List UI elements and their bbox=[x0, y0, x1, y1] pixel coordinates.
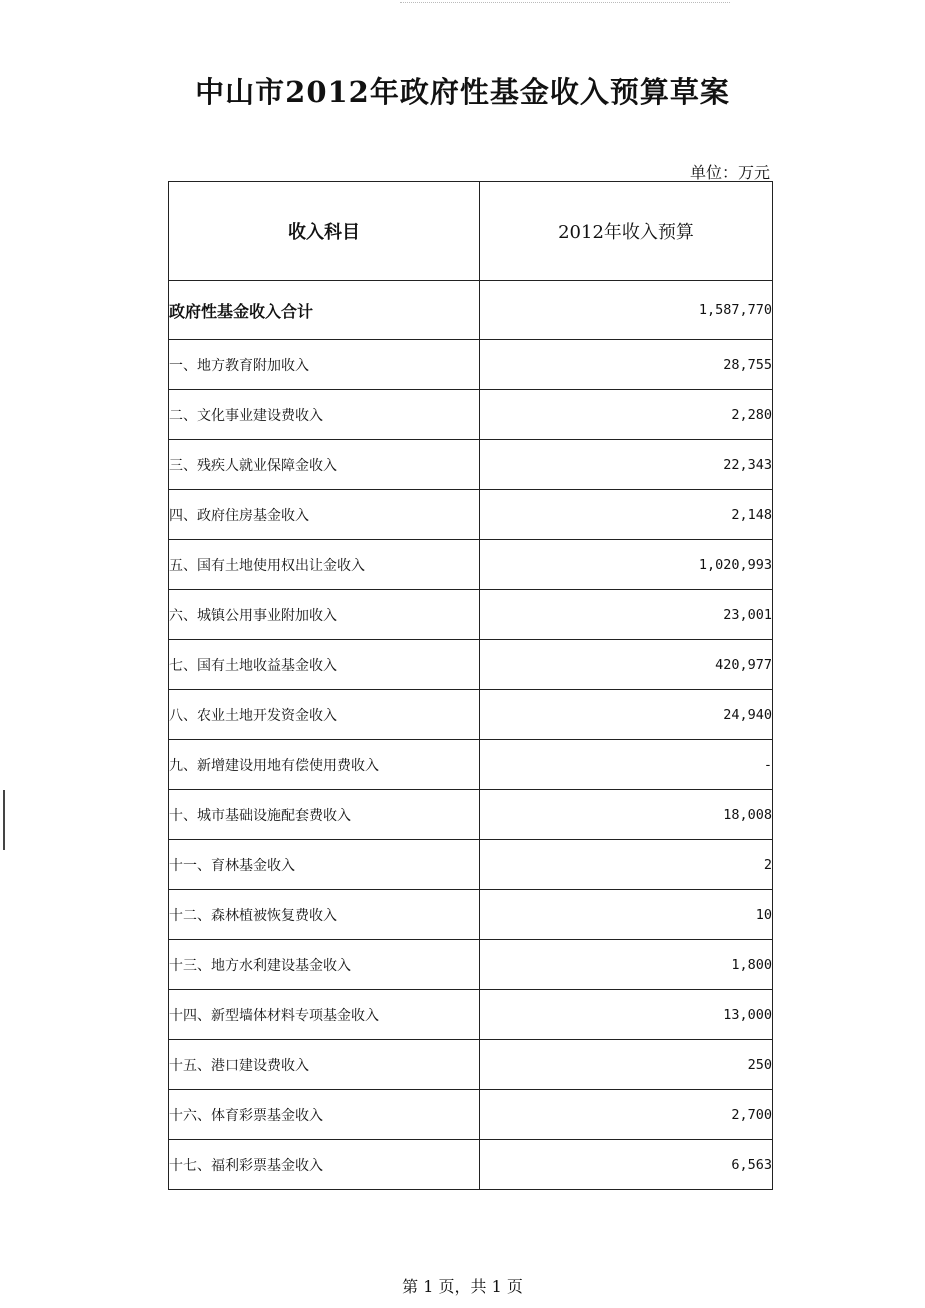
row-label: 十六、体育彩票基金收入 bbox=[169, 1090, 480, 1140]
page-title: 中山市2012年政府性基金收入预算草案 bbox=[195, 75, 730, 109]
row-label: 三、残疾人就业保障金收入 bbox=[169, 440, 480, 490]
budget-table bbox=[168, 181, 773, 1190]
row-label: 一、地方教育附加收入 bbox=[169, 340, 480, 390]
row-label: 十三、地方水利建设基金收入 bbox=[169, 940, 480, 990]
row-value: 24,940 bbox=[480, 690, 773, 740]
table-row bbox=[169, 990, 773, 1040]
table-row bbox=[169, 540, 773, 590]
row-label: 十一、育林基金收入 bbox=[169, 840, 480, 890]
table-row bbox=[169, 1040, 773, 1090]
row-value: 10 bbox=[480, 890, 773, 940]
table-row bbox=[169, 740, 773, 790]
row-value: 420,977 bbox=[480, 640, 773, 690]
row-value: 1,020,993 bbox=[480, 540, 773, 590]
table-row bbox=[169, 790, 773, 840]
header-subject: 收入科目 bbox=[169, 182, 480, 281]
row-label: 八、农业土地开发资金收入 bbox=[169, 690, 480, 740]
total-label: 政府性基金收入合计 bbox=[169, 281, 480, 340]
row-value: 13,000 bbox=[480, 990, 773, 1040]
header-budget: 2012年收入预算 bbox=[480, 182, 773, 281]
row-label: 十二、森林植被恢复费收入 bbox=[169, 890, 480, 940]
table-total-row bbox=[169, 281, 773, 340]
table-row bbox=[169, 440, 773, 490]
row-value: 2 bbox=[480, 840, 773, 890]
table-row bbox=[169, 340, 773, 390]
table-row bbox=[169, 890, 773, 940]
table-header-row bbox=[169, 182, 773, 281]
row-value: 250 bbox=[480, 1040, 773, 1090]
page-footer: 第 1 页，共 1 页 bbox=[402, 1277, 523, 1296]
table-row bbox=[169, 940, 773, 990]
row-label: 十五、港口建设费收入 bbox=[169, 1040, 480, 1090]
row-label: 二、文化事业建设费收入 bbox=[169, 390, 480, 440]
table-row bbox=[169, 390, 773, 440]
row-value: 2,148 bbox=[480, 490, 773, 540]
row-value: 2,700 bbox=[480, 1090, 773, 1140]
row-value: 18,008 bbox=[480, 790, 773, 840]
row-label: 十七、福利彩票基金收入 bbox=[169, 1140, 480, 1190]
row-value: 1,800 bbox=[480, 940, 773, 990]
row-label: 九、新增建设用地有偿使用费收入 bbox=[169, 740, 480, 790]
row-label: 十、城市基础设施配套费收入 bbox=[169, 790, 480, 840]
row-value: 6,563 bbox=[480, 1140, 773, 1190]
unit-label: 单位：万元 bbox=[689, 163, 770, 182]
row-value: 2,280 bbox=[480, 390, 773, 440]
scan-artifact-mark bbox=[3, 790, 5, 850]
row-label: 七、国有土地收益基金收入 bbox=[169, 640, 480, 690]
table-row bbox=[169, 590, 773, 640]
table-row bbox=[169, 840, 773, 890]
scan-artifact-line bbox=[400, 2, 730, 3]
row-value: 28,755 bbox=[480, 340, 773, 390]
row-value: 23,001 bbox=[480, 590, 773, 640]
table-row bbox=[169, 1090, 773, 1140]
row-value: - bbox=[480, 740, 773, 790]
row-value: 22,343 bbox=[480, 440, 773, 490]
total-value: 1,587,770 bbox=[480, 281, 773, 340]
row-label: 四、政府住房基金收入 bbox=[169, 490, 480, 540]
table-row bbox=[169, 490, 773, 540]
row-label: 五、国有土地使用权出让金收入 bbox=[169, 540, 480, 590]
table-row bbox=[169, 1140, 773, 1190]
row-label: 六、城镇公用事业附加收入 bbox=[169, 590, 480, 640]
table-row bbox=[169, 640, 773, 690]
table-row bbox=[169, 690, 773, 740]
row-label: 十四、新型墙体材料专项基金收入 bbox=[169, 990, 480, 1040]
